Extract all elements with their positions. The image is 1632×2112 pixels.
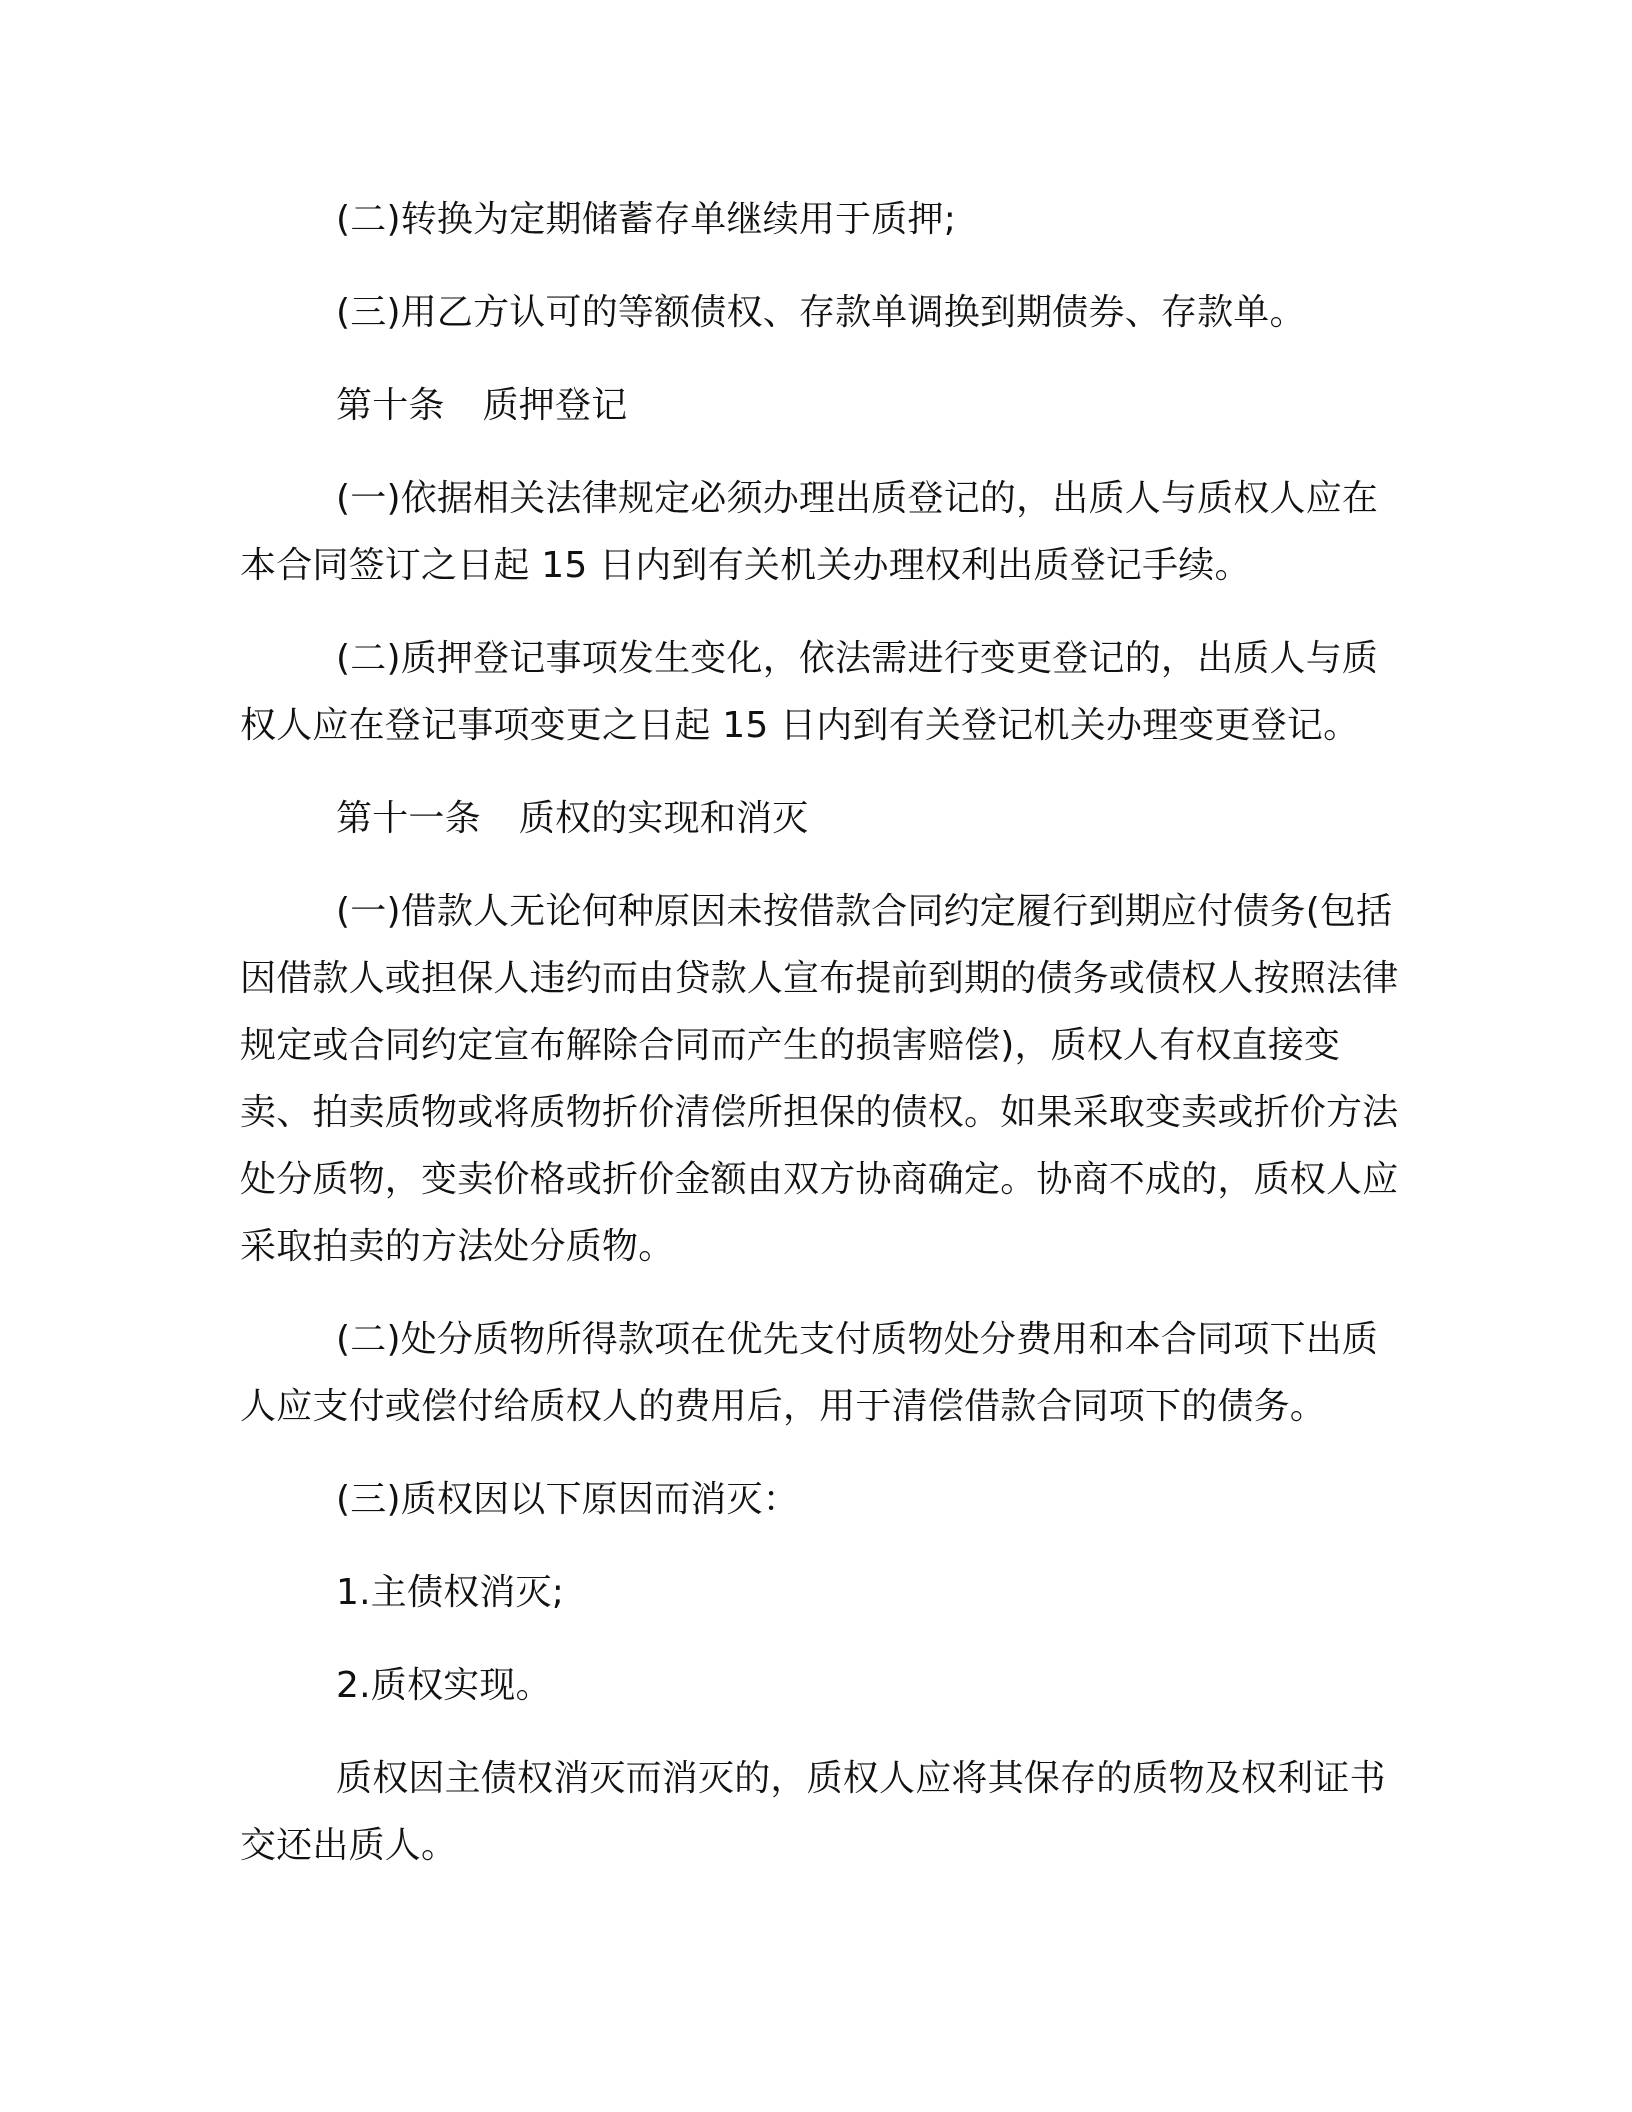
article-10-title: 质押登记	[482, 385, 628, 426]
paragraph-exchange-bonds: (三)用乙方认可的等额债权、存款单调换到期债券、存款单。	[336, 292, 1306, 333]
article-11-number: 第十一条	[336, 798, 481, 839]
document-body	[240, 186, 1410, 1905]
list-item-2: 2.质权实现。	[336, 1665, 552, 1706]
article-10-number: 第十条	[336, 385, 445, 426]
article-11-title: 质权的实现和消灭	[518, 798, 809, 839]
paragraph-registration-2: (二)质押登记事项发生变化，依法需进行变更登记的，出质人与质权人应在登记事项变更之日起 15 日内到有关登记机关办理变更登记。	[240, 638, 1379, 746]
paragraph-return-certificate: 质权因主债权消灭而消灭的，质权人应将其保存的质物及权利证书交还出质人。	[240, 1758, 1386, 1866]
paragraph-registration-1: (一)依据相关法律规定必须办理出质登记的，出质人与质权人应在本合同签订之日起 15 日内到有关机关办理权利出质登记手续。	[240, 478, 1379, 586]
paragraph-realization-2: (二)处分质物所得款项在优先支付质物处分费用和本合同项下出质人应支付或偿付给质权人的费用后，用于清偿借款合同项下的债务。	[240, 1319, 1379, 1427]
article-11-heading	[240, 785, 1410, 852]
list-item-1: 1.主债权消灭;	[336, 1572, 565, 1613]
paragraph-convert-deposit: (二)转换为定期储蓄存单继续用于质押;	[336, 199, 957, 240]
paragraph-realization-1: (一)借款人无论何种原因未按借款合同约定履行到期应付债务(包括因借款人或担保人违约而由贷款人宣布提前到期的债务或债权人按照法律规定或合同约定宣布解除合同而产生的损害赔偿)，质权人有权直接变卖、拍卖质物或将质物折价清偿所担保的债权。如果采取变卖或折价方法处分质物，变卖价格或折价金额由双方协商确定。协商不成的，质权人应采取拍卖的方法处分质物。	[240, 891, 1399, 1267]
paragraph-extinction-intro: (三)质权因以下原因而消灭：	[336, 1479, 799, 1520]
article-10-heading	[240, 372, 1410, 439]
